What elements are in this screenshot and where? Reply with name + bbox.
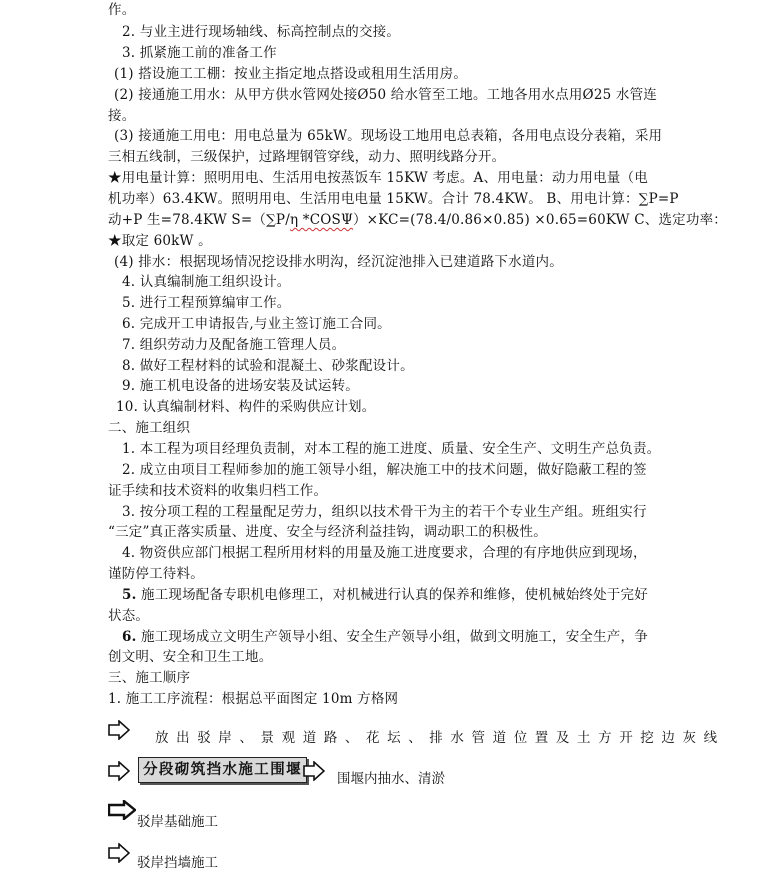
flow-step-4: 驳岸挡墙施工 xyxy=(137,855,218,871)
text-line: 3. 按分项工程的工程量配足劳力，组织以技术骨干为主的若干个专业生产组。班组实行 xyxy=(122,504,647,520)
text-line: (2) 接通施工用水：从甲方供水管网处接Ø50 给水管至工地。工地各用水点用Ø25 水管连 xyxy=(114,87,657,103)
text-line: 创文明、安全和卫生工地。 xyxy=(108,649,273,665)
flow-arrow-icon xyxy=(303,761,325,781)
flow-arrow-icon xyxy=(108,761,130,781)
text-line: 8. 做好工程材料的试验和混凝土、砂浆配设计。 xyxy=(122,358,414,374)
text-line: 2. 与业主进行现场轴线、标高控制点的交接。 xyxy=(122,24,401,40)
text-line xyxy=(122,585,778,605)
text-line: 7. 组织劳动力及配备施工管理人员。 xyxy=(122,337,346,353)
text-line xyxy=(122,627,778,647)
text-line: 证手续和技术资料的收集归档工作。 xyxy=(108,483,328,499)
text-line: 三相五线制，三级保护，过路埋钢管穿线，动力、照明线路分开。 xyxy=(108,149,506,165)
flow-step-1: 放出驳岸、景观道路、花坛、排水管道位置及土方开挖边灰线 xyxy=(155,730,725,746)
calc-wavy: η *COSΨ xyxy=(289,212,353,228)
text-line: 4. 认真编制施工组织设计。 xyxy=(122,274,291,290)
text-line: 10. 认真编制材料、构件的采购供应计划。 xyxy=(116,399,376,415)
text-line: 1. 施工工序流程：根据总平面图定 10m 方格网 xyxy=(108,691,399,707)
flow-arrow-icon xyxy=(108,843,130,863)
calc-post: ）×KC=(78.4/0.86×0.85) ×0.65=60KW C、选定功率： xyxy=(352,212,727,228)
text-line: 2. 成立由项目工程师参加的施工领导小组，解决施工中的技术问题，做好隐蔽工程的签 xyxy=(122,462,647,478)
flow-step-3: 驳岸基础施工 xyxy=(137,814,218,830)
text-line: 3. 抓紧施工前的准备工作 xyxy=(122,45,277,61)
item-text: 施工现场配备专职机电修理工，对机械进行认真的保养和维修，使机械始终处于完好 xyxy=(136,587,648,603)
text-line: 4. 物资供应部门根据工程所用材料的用量及施工进度要求，合理的有序地供应到现场， xyxy=(122,545,647,561)
item-number: 6. xyxy=(122,629,137,645)
text-line: “三定”真正落实质量、进度、安全与经济利益挂钩，调动职工的积极性。 xyxy=(108,524,547,540)
flow-step-2-text: 围堰内抽水、清淤 xyxy=(337,771,445,787)
text-line: ★取定 60kW 。 xyxy=(108,233,212,249)
text-line: 9. 施工机电设备的进场安装及试运转。 xyxy=(122,378,359,394)
text-line: ★用电量计算：照明用电、生活用电按蒸饭车 15KW 考虑。A、用电量：动力用电量（电 xyxy=(108,170,648,186)
text-line: (3) 接通施工用电：用电总量为 65kW。现场设工地用电总表箱，各用电点设分表箱，采用 xyxy=(114,128,663,144)
text-line: 6. 完成开工申请报告,与业主签订施工合同。 xyxy=(122,316,391,332)
text-line: (1) 搭设施工工棚：按业主指定地点搭设或租用生活用房。 xyxy=(114,66,468,82)
item-text: 施工现场成立文明生产领导小组、安全生产领导小组，做到文明施工，安全生产，争 xyxy=(136,629,648,645)
text-line: (4) 排水：根据现场情况挖设排水明沟，经沉淀池排入已建道路下水道内。 xyxy=(114,254,563,270)
text-line: 状态。 xyxy=(108,608,150,624)
text-line: 1. 本工程为项目经理负责制，对本工程的施工进度、质量、安全生产、文明生产总负责。 xyxy=(122,441,661,457)
text-line: 接。 xyxy=(108,108,136,124)
text-line: 机功率）63.4KW。照明用电、生活用电电量 15KW。合计 78.4KW。 B、用电计算：∑P=P xyxy=(108,191,679,207)
flow-step-2-box: 分段砌筑挡水施工围堰 xyxy=(138,757,307,783)
section-heading: 三、施工顺序 xyxy=(108,670,191,686)
calc-pre: 动+P 生=78.4KW S=（∑P/ xyxy=(108,212,290,228)
flow-arrow-icon xyxy=(108,720,130,740)
calc-line xyxy=(108,210,778,230)
flow-arrow-icon xyxy=(108,800,136,820)
text-line: 作。 xyxy=(108,2,136,18)
section-heading: 二、施工组织 xyxy=(108,420,191,436)
item-number: 5. xyxy=(122,587,137,603)
text-line: 谨防停工待料。 xyxy=(108,566,204,582)
text-line: 5. 进行工程预算编审工作。 xyxy=(122,295,291,311)
